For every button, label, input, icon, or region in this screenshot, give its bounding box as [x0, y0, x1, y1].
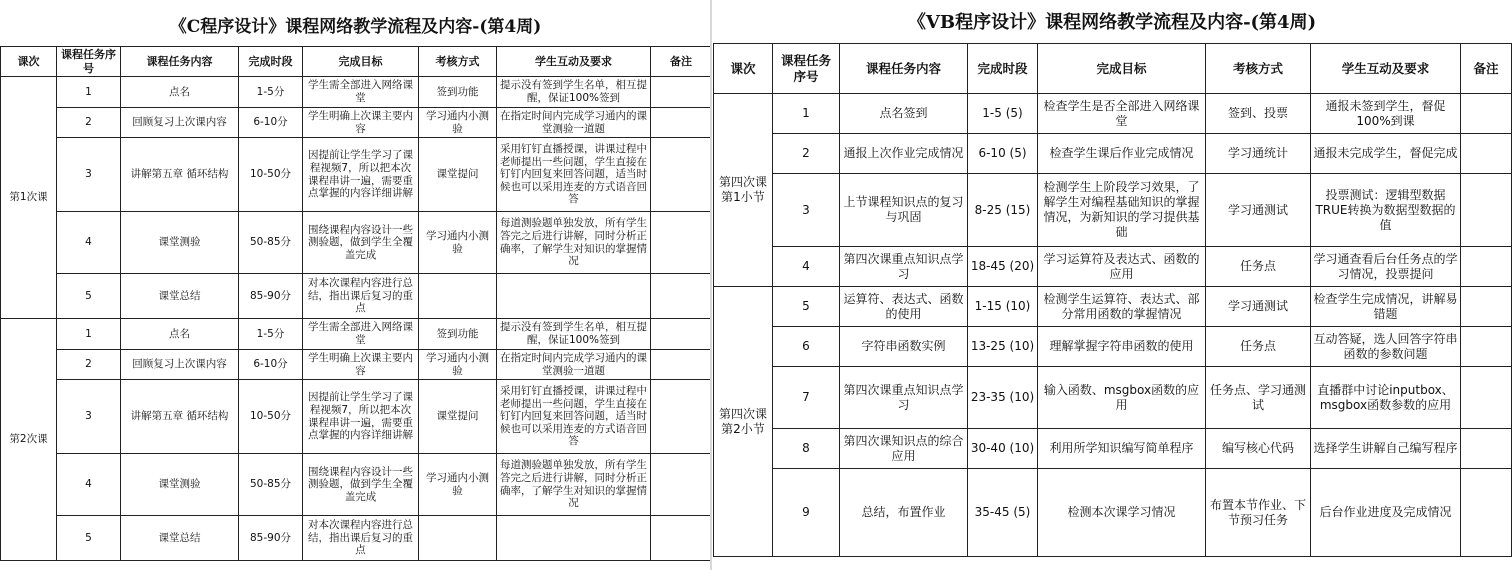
task-note: [1461, 134, 1512, 174]
task-goal: 围绕课程内容设计一些测验题，做到学生全覆盖完成: [303, 454, 419, 516]
col-header-notes: 备注: [651, 47, 712, 77]
task-assessment: 布置本节作业、下节预习任务: [1206, 469, 1311, 557]
task-interaction: 提示没有签到学生名单，相互提醒，保证100%签到: [497, 319, 651, 350]
table-row: [1, 274, 712, 319]
table-row: [714, 174, 1512, 247]
task-content: 第四次课重点知识点学习: [840, 367, 968, 429]
task-no: 7: [773, 367, 840, 429]
task-time: 13-25 (10): [968, 327, 1038, 367]
col-header-session: 课次: [1, 47, 57, 77]
task-content: 点名: [121, 319, 239, 350]
task-goal: 检查学生课后作业完成情况: [1038, 134, 1206, 174]
col-header-goal: 完成目标: [303, 47, 419, 77]
table-row: [714, 94, 1512, 134]
task-note: [1461, 247, 1512, 287]
task-no: 5: [57, 274, 121, 319]
table-row: [714, 429, 1512, 469]
task-time: 6-10 (5): [968, 134, 1038, 174]
task-no: 4: [773, 247, 840, 287]
col-header-task-no: 课程任务序号: [773, 44, 840, 94]
task-goal: 检测本次课学习情况: [1038, 469, 1206, 557]
task-assessment: 学习通内小测验: [419, 454, 497, 516]
task-no: 2: [57, 108, 121, 138]
task-content: 讲解第五章 循环结构: [121, 138, 239, 212]
table-row: [714, 469, 1512, 557]
table-row: [1, 380, 712, 454]
task-content: 点名: [121, 77, 239, 108]
c-program-panel: [0, 0, 711, 570]
session-label: 第1次课: [1, 77, 57, 319]
task-interaction: [497, 516, 651, 561]
task-goal: 因提前让学生学习了课程视频7，所以把本次课程串讲一遍，需要重点掌握的内容详细讲解: [303, 138, 419, 212]
task-note: [651, 274, 712, 319]
task-no: 1: [773, 94, 840, 134]
task-interaction: 投票测试：逻辑型数据TRUE转换为数据型数据的值: [1311, 174, 1461, 247]
task-assessment: 学习通内小测验: [419, 108, 497, 138]
task-time: 23-35 (10): [968, 367, 1038, 429]
col-header-content: 课程任务内容: [121, 47, 239, 77]
task-content: 课堂总结: [121, 516, 239, 561]
task-no: 5: [773, 287, 840, 327]
task-interaction: 检查学生完成情况，讲解易错题: [1311, 287, 1461, 327]
task-no: 6: [773, 327, 840, 367]
task-interaction: 后台作业进度及完成情况: [1311, 469, 1461, 557]
task-note: [1461, 469, 1512, 557]
col-header-goal: 完成目标: [1038, 44, 1206, 94]
table-row: [714, 247, 1512, 287]
task-time: 50-85分: [239, 212, 303, 274]
task-time: 6-10分: [239, 108, 303, 138]
task-content: 点名签到: [840, 94, 968, 134]
task-time: 30-40 (10): [968, 429, 1038, 469]
task-interaction: 每道测验题单独发放，所有学生答完之后进行讲解，同时分析正确率，了解学生对知识的掌握情况: [497, 454, 651, 516]
task-note: [1461, 174, 1512, 247]
task-time: 1-5分: [239, 77, 303, 108]
task-goal: 围绕课程内容设计一些测验题，做到学生全覆盖完成: [303, 212, 419, 274]
session-label: 第四次课第2小节: [714, 287, 773, 557]
col-header-interaction: 学生互动及要求: [497, 47, 651, 77]
col-header-assessment: 考核方式: [419, 47, 497, 77]
task-time: 18-45 (20): [968, 247, 1038, 287]
task-interaction: 通报未签到学生，督促100%到课: [1311, 94, 1461, 134]
task-interaction: 在指定时间内完成学习通内的课堂测验一道题: [497, 108, 651, 138]
task-interaction: 在指定时间内完成学习通内的课堂测验一道题: [497, 350, 651, 380]
task-no: 1: [57, 319, 121, 350]
task-goal: 理解掌握字符串函数的使用: [1038, 327, 1206, 367]
col-header-session: 课次: [714, 44, 773, 94]
task-time: 50-85分: [239, 454, 303, 516]
header-row: [1, 47, 712, 77]
task-note: [651, 77, 712, 108]
task-goal: 学习运算符及表达式、函数的应用: [1038, 247, 1206, 287]
task-assessment: 学习通测试: [1206, 174, 1311, 247]
task-time: 85-90分: [239, 516, 303, 561]
task-goal: 学生明确上次课主要内容: [303, 350, 419, 380]
task-goal: 检测学生运算符、表达式、部分常用函数的掌握情况: [1038, 287, 1206, 327]
task-no: 3: [773, 174, 840, 247]
task-assessment: 学习通内小测验: [419, 212, 497, 274]
col-header-task-no: 课程任务序号: [57, 47, 121, 77]
table-row: [714, 367, 1512, 429]
header-row: [714, 44, 1512, 94]
task-note: [1461, 367, 1512, 429]
task-assessment: 签到、投票: [1206, 94, 1311, 134]
schedule-table: [0, 46, 711, 561]
task-note: [651, 350, 712, 380]
task-interaction: 学习通查看后台任务点的学习情况，投票提问: [1311, 247, 1461, 287]
task-interaction: 采用钉钉直播授课，讲课过程中老师提出一些问题，学生直接在钉钉内回复来回答问题，适当时候也可以采用连麦的方式语音回答: [497, 380, 651, 454]
task-content: 回顾复习上次课内容: [121, 108, 239, 138]
task-content: 课堂测验: [121, 212, 239, 274]
col-header-time: 完成时段: [239, 47, 303, 77]
table-row: [1, 212, 712, 274]
task-goal: 检测学生上阶段学习效果，了解学生对编程基础知识的掌握情况，为新知识的学习提供基础: [1038, 174, 1206, 247]
task-no: 2: [57, 350, 121, 380]
col-header-content: 课程任务内容: [840, 44, 968, 94]
task-note: [651, 138, 712, 212]
session-label: 第2次课: [1, 319, 57, 561]
task-time: 35-45 (5): [968, 469, 1038, 557]
task-assessment: 学习通统计: [1206, 134, 1311, 174]
task-goal: 对本次课程内容进行总结，指出课后复习的重点: [303, 274, 419, 319]
col-header-notes: 备注: [1461, 44, 1512, 94]
task-note: [651, 516, 712, 561]
table-row: [714, 134, 1512, 174]
task-goal: 利用所学知识编写简单程序: [1038, 429, 1206, 469]
task-time: 10-50分: [239, 138, 303, 212]
task-note: [1461, 94, 1512, 134]
task-note: [651, 212, 712, 274]
task-interaction: [497, 274, 651, 319]
table-row: [1, 516, 712, 561]
task-no: 3: [57, 138, 121, 212]
task-goal: 对本次课程内容进行总结，指出课后复习的重点: [303, 516, 419, 561]
task-note: [651, 319, 712, 350]
task-note: [1461, 327, 1512, 367]
task-note: [1461, 287, 1512, 327]
session-label: 第四次课第1小节: [714, 94, 773, 287]
task-interaction: 选择学生讲解自己编写程序: [1311, 429, 1461, 469]
task-assessment: 课堂提问: [419, 138, 497, 212]
task-interaction: 提示没有签到学生名单，相互提醒，保证100%签到: [497, 77, 651, 108]
task-time: 6-10分: [239, 350, 303, 380]
task-interaction: 每道测验题单独发放，所有学生答完之后进行讲解，同时分析正确率，了解学生对知识的掌握情况: [497, 212, 651, 274]
task-time: 1-15 (10): [968, 287, 1038, 327]
task-time: 8-25 (15): [968, 174, 1038, 247]
table-row: [714, 287, 1512, 327]
task-content: 讲解第五章 循环结构: [121, 380, 239, 454]
page-title: 《C程序设计》课程网络教学流程及内容-(第4周): [169, 17, 542, 37]
task-assessment: 任务点: [1206, 327, 1311, 367]
task-goal: 学生需全部进入网络课堂: [303, 77, 419, 108]
table-row: [1, 350, 712, 380]
task-goal: 因提前让学生学习了课程视频7，所以把本次课程串讲一遍，需要重点掌握的内容详细讲解: [303, 380, 419, 454]
task-content: 通报上次作业完成情况: [840, 134, 968, 174]
task-interaction: 通报未完成学生，督促完成: [1311, 134, 1461, 174]
task-time: 85-90分: [239, 274, 303, 319]
task-assessment: [419, 516, 497, 561]
task-goal: 学生明确上次课主要内容: [303, 108, 419, 138]
task-time: 10-50分: [239, 380, 303, 454]
task-no: 8: [773, 429, 840, 469]
task-content: 第四次课知识点的综合应用: [840, 429, 968, 469]
task-assessment: 签到功能: [419, 319, 497, 350]
task-time: 1-5分: [239, 319, 303, 350]
task-assessment: 签到功能: [419, 77, 497, 108]
task-content: 第四次课重点知识点学习: [840, 247, 968, 287]
task-no: 3: [57, 380, 121, 454]
col-header-time: 完成时段: [968, 44, 1038, 94]
page-title: 《VB程序设计》课程网络教学流程及内容-(第4周): [907, 12, 1317, 33]
task-interaction: 直播群中讨论inputbox、msgbox函数参数的应用: [1311, 367, 1461, 429]
table-row: [1, 319, 712, 350]
task-assessment: 任务点: [1206, 247, 1311, 287]
task-goal: 学生需全部进入网络课堂: [303, 319, 419, 350]
task-content: 总结，布置作业: [840, 469, 968, 557]
task-no: 5: [57, 516, 121, 561]
table-row: [1, 454, 712, 516]
task-assessment: 课堂提问: [419, 380, 497, 454]
task-content: 运算符、表达式、函数的使用: [840, 287, 968, 327]
task-assessment: [419, 274, 497, 319]
task-assessment: 任务点、学习通测试: [1206, 367, 1311, 429]
task-assessment: 学习通测试: [1206, 287, 1311, 327]
task-note: [1461, 429, 1512, 469]
task-interaction: 采用钉钉直播授课，讲课过程中老师提出一些问题，学生直接在钉钉内回复来回答问题，适当时候也可以采用连麦的方式语音回答: [497, 138, 651, 212]
task-note: [651, 108, 712, 138]
table-row: [1, 108, 712, 138]
task-goal: 输入函数、msgbox函数的应用: [1038, 367, 1206, 429]
table-row: [714, 327, 1512, 367]
task-no: 1: [57, 77, 121, 108]
task-content: 课堂测验: [121, 454, 239, 516]
task-time: 1-5 (5): [968, 94, 1038, 134]
table-row: [1, 77, 712, 108]
task-no: 4: [57, 212, 121, 274]
col-header-interaction: 学生互动及要求: [1311, 44, 1461, 94]
task-note: [651, 454, 712, 516]
task-assessment: 学习通内小测验: [419, 350, 497, 380]
task-content: 字符串函数实例: [840, 327, 968, 367]
task-interaction: 互动答疑，选人回答字符串函数的参数问题: [1311, 327, 1461, 367]
task-content: 回顾复习上次课内容: [121, 350, 239, 380]
task-content: 上节课程知识点的复习与巩固: [840, 174, 968, 247]
col-header-assessment: 考核方式: [1206, 44, 1311, 94]
task-goal: 检查学生是否全部进入网络课堂: [1038, 94, 1206, 134]
task-no: 2: [773, 134, 840, 174]
schedule-table: [713, 43, 1512, 557]
task-assessment: 编写核心代码: [1206, 429, 1311, 469]
task-note: [651, 380, 712, 454]
task-no: 9: [773, 469, 840, 557]
vb-program-panel: [712, 0, 1512, 570]
task-content: 课堂总结: [121, 274, 239, 319]
task-no: 4: [57, 454, 121, 516]
table-row: [1, 138, 712, 212]
